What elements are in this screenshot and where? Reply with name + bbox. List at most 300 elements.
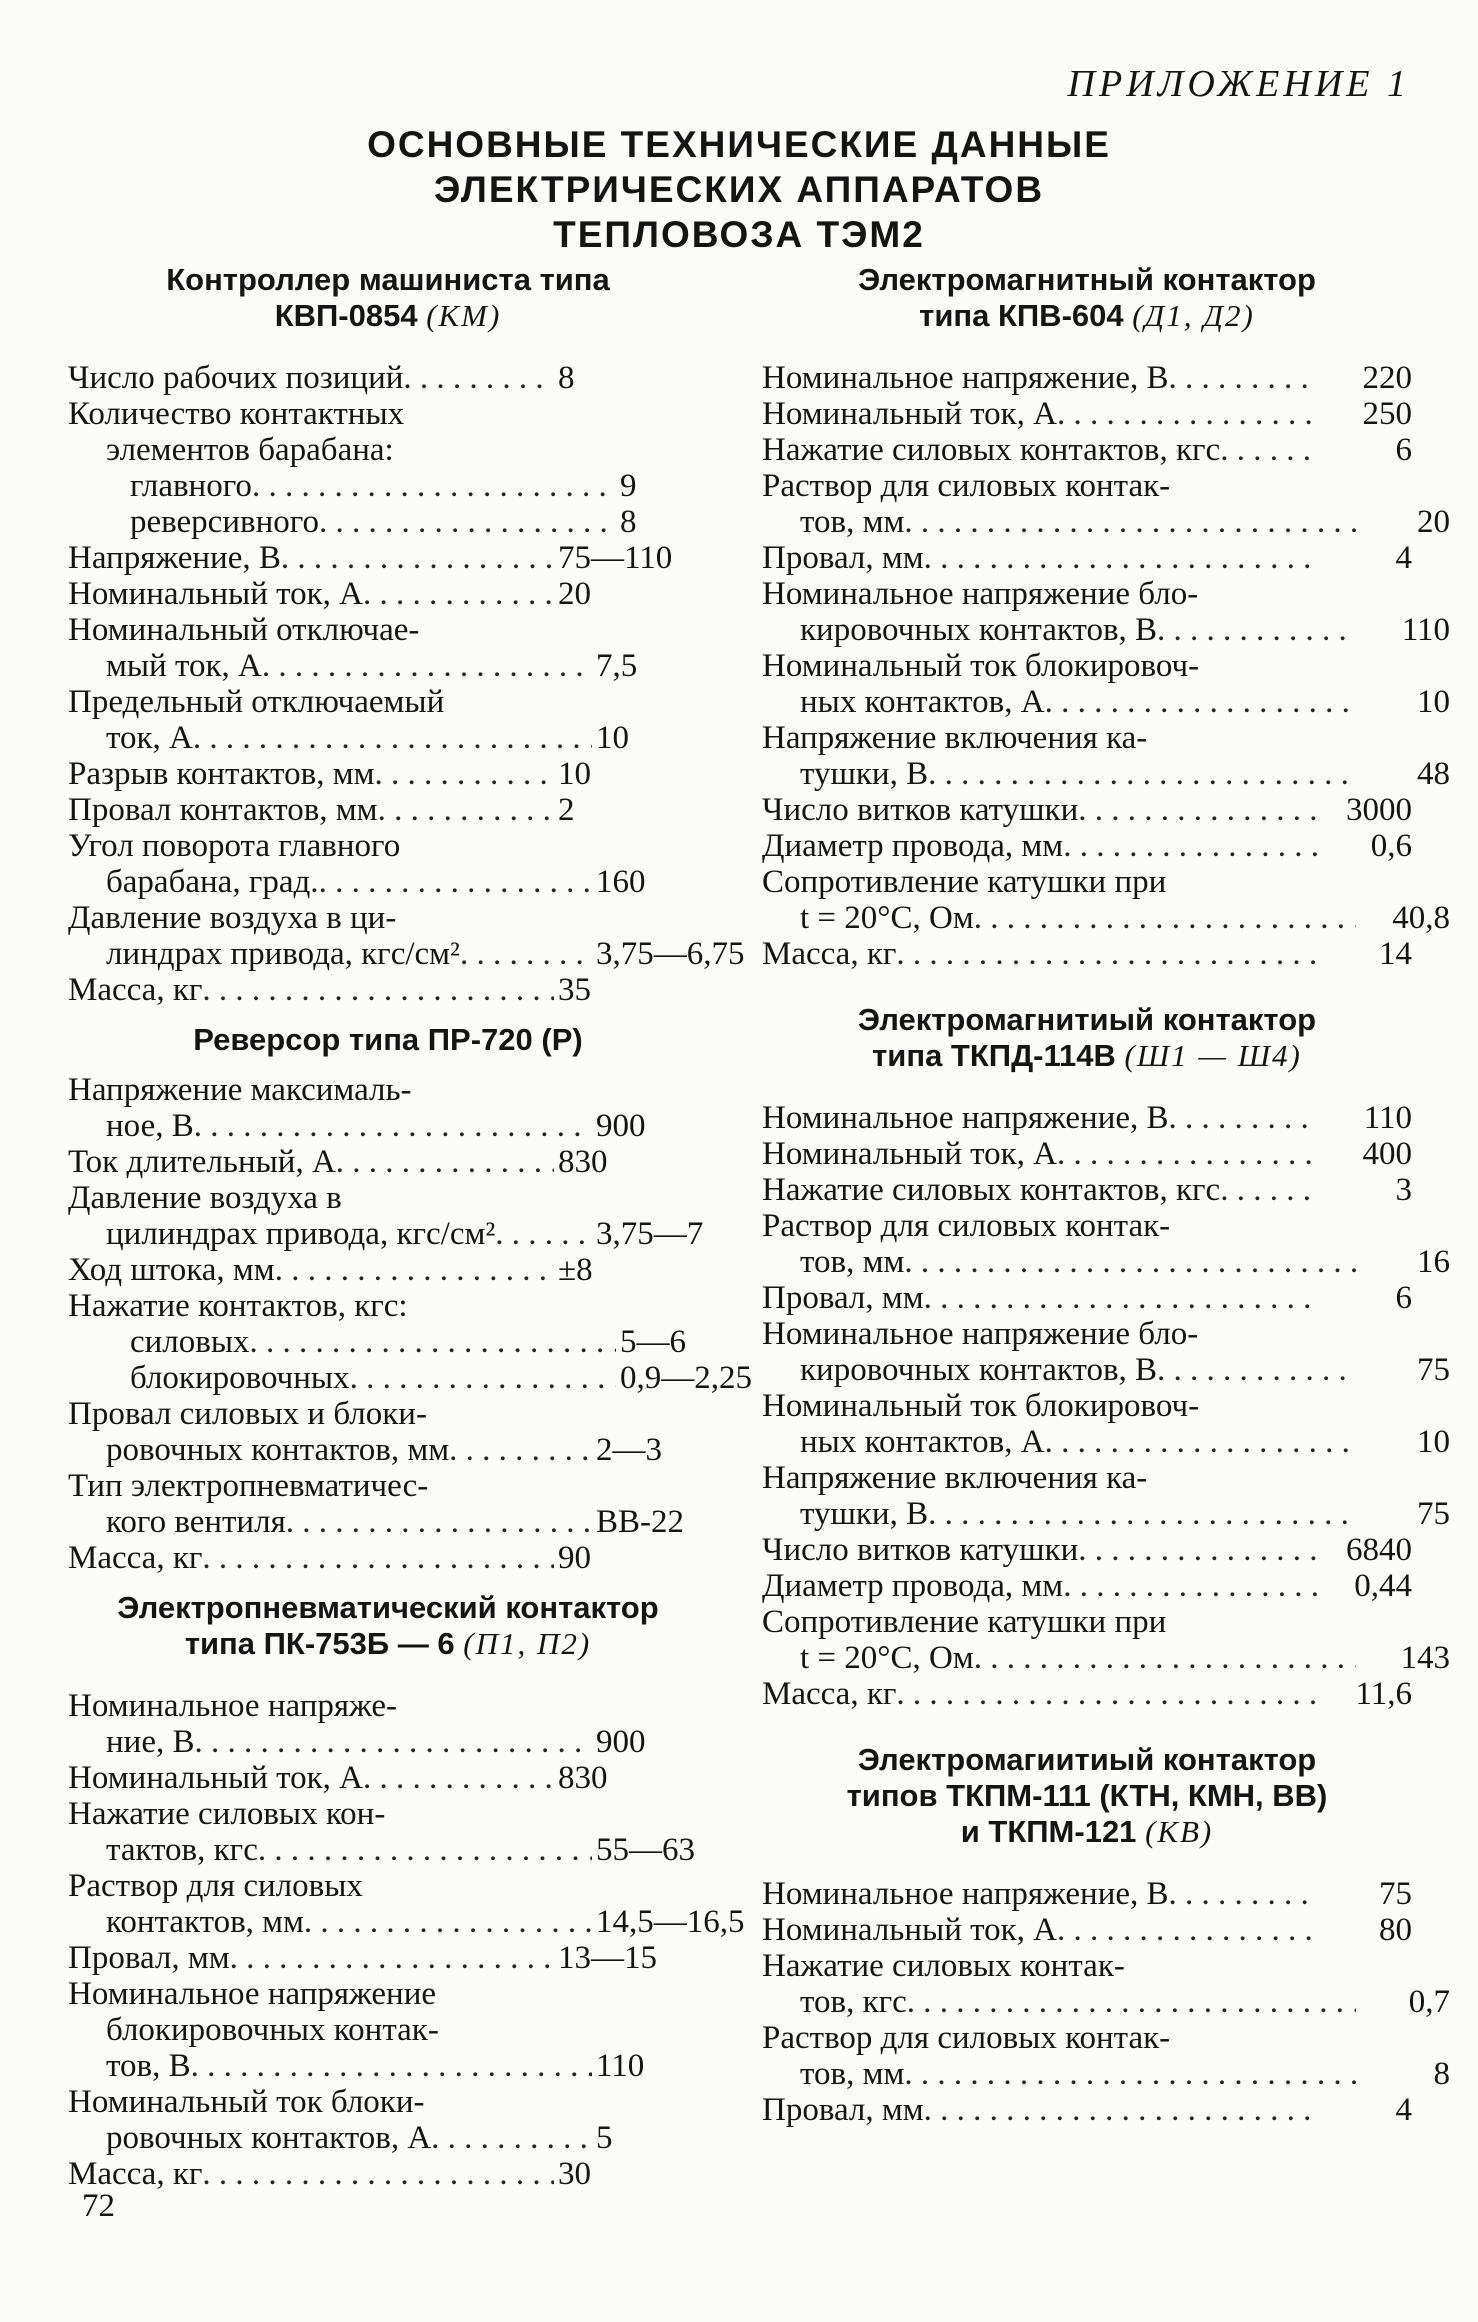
spec-row (762, 1604, 1412, 1640)
leader-dots (1170, 2020, 1318, 2056)
spec-value: 55—63 (596, 1832, 695, 1868)
spec-row (68, 1144, 708, 1180)
spec-label: блокировочных (130, 1360, 350, 1396)
spec-label: Номинальное напряжение (68, 1976, 437, 2012)
spec-row (68, 1468, 708, 1504)
spec-row (762, 864, 1412, 900)
spec-label: Масса, кг (68, 2156, 203, 2192)
spec-row (68, 1504, 746, 1540)
spec-row (762, 2020, 1412, 2056)
spec-row (762, 1676, 1412, 1712)
spec-value: 48 (1417, 756, 1450, 792)
spec-value: 40,8 (1392, 900, 1450, 936)
spec-row (68, 1108, 746, 1144)
spec-label: Давление воздуха в (68, 1180, 342, 1216)
spec-label: Номинальный ток, А (762, 1136, 1057, 1172)
spec-value: ВВ-22 (596, 1504, 685, 1540)
leader-dots (304, 1904, 592, 1940)
spec-value: 80 (1379, 1912, 1412, 1948)
spec-row (762, 2056, 1450, 2092)
spec-label: Номинальное напряжение, В (762, 1100, 1169, 1136)
spec-label: контактов, мм (106, 1904, 304, 1940)
leader-dots (1199, 648, 1318, 684)
spec-row (762, 1532, 1412, 1568)
leader-dots (495, 1216, 592, 1252)
spec-row (762, 1948, 1412, 1984)
spec-value: 7,5 (596, 648, 638, 684)
spec-value: 20 (1417, 504, 1450, 540)
leader-dots (1166, 864, 1318, 900)
spec-label: Диаметр провода, мм (762, 1568, 1064, 1604)
leader-dots (1045, 684, 1356, 720)
spec-value: 3000 (1346, 792, 1412, 828)
spec-label: линдрах привода, кгс/см² (106, 936, 460, 972)
spec-row (68, 576, 708, 612)
spec-row (68, 504, 770, 540)
spec-row (68, 1252, 708, 1288)
leader-dots (419, 612, 554, 648)
spec-value (1318, 468, 1412, 504)
spec-label: ровочных контактов, А (106, 2120, 432, 2156)
leader-dots (904, 504, 1356, 540)
leader-dots (363, 576, 554, 612)
spec-row (762, 360, 1412, 396)
spec-label: ных контактов, А (800, 1424, 1045, 1460)
spec-label: тов, мм (800, 504, 905, 540)
spec-row (762, 612, 1450, 648)
spec-value: 90 (558, 1540, 591, 1576)
spec-label: Раствор для силовых (68, 1868, 363, 1904)
spec-list (68, 360, 745, 1008)
leader-dots (193, 720, 592, 756)
spec-value: 110 (596, 2048, 645, 2084)
spec-row (762, 1388, 1412, 1424)
spec-label: Напряжение включения ка- (762, 1460, 1148, 1496)
spec-value: 8 (558, 360, 575, 396)
leader-dots (286, 1504, 592, 1540)
spec-value: 75—110 (558, 540, 673, 576)
spec-row (68, 1288, 708, 1324)
spec-label: Номинальное напряжение, В (762, 360, 1169, 396)
spec-label: Нажатие контактов, кгс: (68, 1288, 408, 1324)
spec-row (68, 1760, 708, 1796)
spec-row (68, 1216, 746, 1252)
spec-row (762, 1568, 1412, 1604)
spec-label: t = 20°C, Ом (800, 900, 974, 936)
spec-row (68, 720, 746, 756)
leader-dots (974, 900, 1356, 936)
spec-row (762, 756, 1450, 792)
spec-row (68, 1540, 708, 1576)
spec-row (762, 792, 1412, 828)
spec-row (68, 1832, 746, 1868)
leader-dots (202, 972, 554, 1008)
leader-dots (460, 936, 592, 972)
spec-label: Номинальный ток, А (68, 1760, 363, 1796)
spec-label: Раствор для силовых контак- (762, 1208, 1171, 1244)
leader-dots (896, 936, 1318, 972)
spec-value (1318, 2020, 1412, 2056)
leader-dots (194, 1108, 592, 1144)
leader-dots (350, 1360, 616, 1396)
leader-dots (281, 540, 554, 576)
leader-dots (404, 396, 554, 432)
spec-row (762, 396, 1412, 432)
spec-row (762, 1280, 1412, 1316)
spec-list (68, 1072, 752, 1576)
title-line-2: ЭЛЕКТРИЧЕСКИХ АППАРАТОВ (433, 169, 1045, 210)
spec-list (762, 1100, 1450, 1712)
leader-dots (1198, 1316, 1318, 1352)
spec-label: блокировочных контак- (106, 2012, 439, 2048)
leader-dots (275, 1252, 554, 1288)
section-tkpm-111 (762, 1742, 1450, 2128)
spec-value (1318, 576, 1412, 612)
leader-dots (258, 1832, 592, 1868)
leader-dots (1063, 1568, 1318, 1604)
spec-value (554, 828, 708, 864)
section-title: Электромагиитиый контактор типов ТКПМ-111 (КТН, КМН, ВВ) и ТКПМ-121 (КВ) (846, 1742, 1328, 1849)
spec-row (762, 828, 1412, 864)
leader-dots (1169, 1100, 1318, 1136)
leader-dots (342, 1180, 554, 1216)
spec-label: главного (130, 468, 252, 504)
spec-row (762, 1136, 1412, 1172)
leader-dots (202, 1540, 554, 1576)
spec-value: 830 (558, 1760, 608, 1796)
spec-row (762, 1460, 1412, 1496)
spec-value (1318, 1948, 1412, 1984)
leader-dots (904, 2056, 1356, 2092)
leader-dots (1057, 1136, 1318, 1172)
spec-row (762, 648, 1412, 684)
spec-value: 5—6 (620, 1324, 686, 1360)
spec-value (554, 396, 708, 432)
spec-label: Разрыв контактов, мм (68, 756, 375, 792)
spec-label: Количество контактных (68, 396, 405, 432)
spec-value (1318, 1604, 1412, 1640)
spec-row (68, 612, 708, 648)
spec-value (1318, 1208, 1412, 1244)
leader-dots (250, 1324, 616, 1360)
spec-value: 143 (1400, 1640, 1450, 1676)
page-number: 72 (82, 2188, 115, 2224)
leader-dots (396, 900, 554, 936)
spec-label: Номинальный отключае- (68, 612, 420, 648)
leader-dots (924, 1280, 1318, 1316)
spec-row (68, 1868, 708, 1904)
spec-label: барабана, град. (106, 864, 319, 900)
spec-label: Провал, мм (68, 1940, 230, 1976)
spec-row (762, 1100, 1412, 1136)
spec-label: ных контактов, А (800, 684, 1045, 720)
leader-dots (400, 828, 554, 864)
spec-value (1318, 1460, 1412, 1496)
leader-dots (1198, 576, 1318, 612)
spec-label: тов, кгс (800, 1984, 907, 2020)
spec-value: 10 (1417, 684, 1450, 720)
leader-dots (928, 756, 1356, 792)
spec-label: Напряжение, В (68, 540, 281, 576)
leader-dots (1057, 1912, 1318, 1948)
leader-dots (1147, 720, 1318, 756)
spec-row (68, 1360, 770, 1396)
leader-dots (896, 1676, 1318, 1712)
leader-dots (363, 1868, 554, 1904)
spec-label: Провал, мм (762, 540, 924, 576)
leader-dots (1169, 360, 1318, 396)
spec-row (68, 792, 708, 828)
spec-value: 0,7 (1408, 1984, 1450, 2020)
leader-dots (230, 1940, 554, 1976)
spec-label: ровочных контактов, мм (106, 1432, 450, 1468)
spec-value: 20 (558, 576, 591, 612)
leader-dots (425, 2084, 555, 2120)
spec-label: Нажатие силовых контактов, кгс (762, 1172, 1221, 1208)
spec-value: 4 (1395, 2092, 1412, 2128)
spec-value (554, 1288, 708, 1324)
spec-value: 75 (1417, 1496, 1450, 1532)
spec-value: 2 (558, 792, 575, 828)
spec-value: 14 (1379, 936, 1412, 972)
spec-label: ние, В (106, 1724, 195, 1760)
spec-value: 3,75—6,75 (596, 936, 745, 972)
leader-dots (1078, 1532, 1318, 1568)
spec-row (762, 936, 1412, 972)
section-title: Электропневматический контактор типа ПК-753Б — 6 (П1, П2) (117, 1590, 659, 1661)
spec-label: Число рабочих позиций (68, 360, 404, 396)
leader-dots (1078, 792, 1318, 828)
spec-label: Номинальный ток, А (68, 576, 363, 612)
spec-value: 4 (1395, 540, 1412, 576)
spec-row (68, 432, 746, 468)
spec-row (762, 1984, 1450, 2020)
spec-row (68, 468, 770, 504)
spec-value: 3,75—7 (596, 1216, 704, 1252)
spec-label: Номинальное напряжение бло- (762, 576, 1199, 612)
spec-label: t = 20°C, Ом (800, 1640, 974, 1676)
leader-dots (252, 468, 616, 504)
spec-row (762, 720, 1412, 756)
spec-row (762, 1244, 1450, 1280)
spec-value: 0,44 (1354, 1568, 1412, 1604)
spec-label: элементов барабана: (106, 432, 394, 468)
spec-label: Напряжение максималь- (68, 1072, 412, 1108)
spec-label: Раствор для силовых контак- (762, 468, 1171, 504)
spec-value (554, 1468, 708, 1504)
spec-value: 11,6 (1355, 1676, 1412, 1712)
spec-label: Нажатие силовых кон- (68, 1796, 386, 1832)
spec-label: Угол поворота главного (68, 828, 401, 864)
spec-value: 0,6 (1370, 828, 1412, 864)
section-kvp-0854 (68, 262, 745, 1008)
section-tkpd-114v (762, 1002, 1450, 1712)
spec-row (68, 684, 708, 720)
spec-value: 900 (596, 1724, 646, 1760)
leader-dots (1220, 1172, 1318, 1208)
spec-row (68, 2084, 708, 2120)
spec-value: 10 (558, 756, 591, 792)
spec-value: 830 (558, 1144, 608, 1180)
spec-row (762, 1876, 1412, 1912)
spec-row (762, 1640, 1450, 1676)
spec-label: ное, В (106, 1108, 194, 1144)
leader-dots (1057, 396, 1318, 432)
leader-dots (336, 1144, 554, 1180)
leader-dots (907, 1984, 1356, 2020)
spec-value: 14,5—16,5 (596, 1904, 745, 1940)
appendix-label: ПРИЛОЖЕНИЕ 1 (1067, 63, 1410, 105)
leader-dots (1157, 1352, 1356, 1388)
spec-row (762, 1496, 1450, 1532)
spec-value (554, 900, 708, 936)
leader-dots (1199, 1388, 1318, 1424)
spec-label: кировочных контактов, В (800, 612, 1158, 648)
section-kpv-604 (762, 262, 1450, 972)
spec-row (68, 936, 746, 972)
spec-row (68, 1724, 746, 1760)
spec-label: Номинальное напряжение, В (762, 1876, 1169, 1912)
leader-dots (374, 756, 554, 792)
spec-value: 3 (1395, 1172, 1412, 1208)
spec-row (68, 1940, 708, 1976)
spec-value: 10 (1417, 1424, 1450, 1460)
spec-value: 400 (1362, 1136, 1412, 1172)
spec-value: ±8 (558, 1252, 593, 1288)
spec-value (1318, 1316, 1412, 1352)
spec-row (68, 2048, 746, 2084)
spec-value (554, 684, 708, 720)
spec-label: силовых (130, 1324, 250, 1360)
spec-label: Нажатие силовых контактов, кгс (762, 432, 1221, 468)
spec-label: тушки, В (800, 1496, 929, 1532)
spec-value (554, 2084, 708, 2120)
leader-dots (378, 792, 554, 828)
spec-row (762, 1208, 1412, 1244)
spec-value: 13—15 (558, 1940, 657, 1976)
spec-value: 30 (558, 2156, 591, 2192)
spec-list (762, 1876, 1450, 2128)
spec-value (554, 1976, 708, 2012)
spec-label: тушки, В (800, 756, 929, 792)
spec-value: 220 (1362, 360, 1412, 396)
spec-label: Число витков катушки (762, 1532, 1079, 1568)
spec-label: тактов, кгс (106, 1832, 258, 1868)
spec-label: Число витков катушки (762, 792, 1079, 828)
spec-label: кого вентиля (106, 1504, 286, 1540)
spec-value: 900 (596, 1108, 646, 1144)
leader-dots (1170, 1208, 1318, 1244)
spec-label: Номинальный ток, А (762, 1912, 1057, 1948)
spec-row (762, 468, 1412, 504)
spec-row (68, 648, 746, 684)
spec-value (554, 1180, 708, 1216)
leader-dots (924, 2092, 1318, 2128)
leader-dots (444, 684, 554, 720)
title-line-3: ТЕПЛОВОЗА ТЭМ2 (553, 214, 925, 255)
spec-label: Номинальное напряжение бло- (762, 1316, 1199, 1352)
spec-label: Сопротивление катушки при (762, 864, 1167, 900)
spec-value: 0,9—2,25 (620, 1360, 752, 1396)
section-title: Электромагнитный контактор типа КПВ-604 (Д1, Д2) (858, 262, 1316, 333)
spec-label: Ход штока, мм (68, 1252, 275, 1288)
spec-label: Напряжение включения ка- (762, 720, 1148, 756)
spec-value: 160 (596, 864, 646, 900)
spec-label: ток, А (106, 720, 193, 756)
spec-value: 9 (620, 468, 637, 504)
spec-row (68, 2120, 746, 2156)
spec-row (68, 756, 708, 792)
spec-value (554, 1688, 708, 1724)
leader-dots (202, 2156, 554, 2192)
page-title (0, 122, 1478, 257)
leader-dots (319, 864, 592, 900)
leader-dots (974, 1640, 1356, 1676)
spec-label: Масса, кг (68, 972, 203, 1008)
spec-label: Номинальный ток блокировоч- (762, 648, 1200, 684)
spec-row (68, 1324, 770, 1360)
spec-label: тов, мм (800, 2056, 905, 2092)
spec-row (68, 1904, 746, 1940)
spec-row (68, 864, 746, 900)
spec-row (762, 1424, 1450, 1460)
spec-label: Провал, мм (762, 1280, 924, 1316)
spec-row (762, 2092, 1412, 2128)
spec-label: Провал контактов, мм (68, 792, 378, 828)
leader-dots (1125, 1948, 1318, 1984)
spec-value: 6 (1395, 1280, 1412, 1316)
spec-value (554, 1796, 708, 1832)
spec-row (762, 1172, 1412, 1208)
spec-label: Ток длительный, А (68, 1144, 336, 1180)
spec-label: Тип электропневматичес- (68, 1468, 429, 1504)
spec-list (762, 360, 1450, 972)
spec-value (1318, 1388, 1412, 1424)
spec-list (68, 1688, 745, 2192)
spec-label: реверсивного (130, 504, 319, 540)
section-title: Электромагнитиый контактор типа ТКПД-114В (Ш1 — Ш4) (857, 1002, 1317, 1073)
leader-dots (412, 1072, 554, 1108)
spec-label: Сопротивление катушки при (762, 1604, 1167, 1640)
leader-dots (1157, 612, 1356, 648)
title-line-1: ОСНОВНЫЕ ТЕХНИЧЕСКИЕ ДАННЫЕ (367, 124, 1111, 165)
spec-value (592, 432, 746, 468)
spec-value: 110 (1363, 1100, 1412, 1136)
leader-dots (928, 1496, 1356, 1532)
spec-label: кировочных контактов, В (800, 1352, 1158, 1388)
spec-label: тов, мм (800, 1244, 905, 1280)
leader-dots (428, 1468, 554, 1504)
spec-value (554, 612, 708, 648)
right-column (762, 262, 1450, 2142)
spec-value (1318, 720, 1412, 756)
leader-dots (1220, 432, 1318, 468)
leader-dots (408, 1288, 554, 1324)
spec-label: Нажатие силовых контак- (762, 1948, 1125, 1984)
leader-dots (1170, 468, 1318, 504)
spec-row (68, 1432, 746, 1468)
leader-dots (363, 1760, 554, 1796)
spec-value: 8 (1433, 2056, 1450, 2092)
leader-dots (394, 432, 592, 468)
spec-label: Диаметр провода, мм (762, 828, 1064, 864)
leader-dots (191, 2048, 592, 2084)
leader-dots (439, 2012, 592, 2048)
spec-row (68, 1796, 708, 1832)
spec-label: Номинальный ток, А (762, 396, 1057, 432)
spec-label: Масса, кг (762, 936, 897, 972)
spec-row (68, 972, 708, 1008)
